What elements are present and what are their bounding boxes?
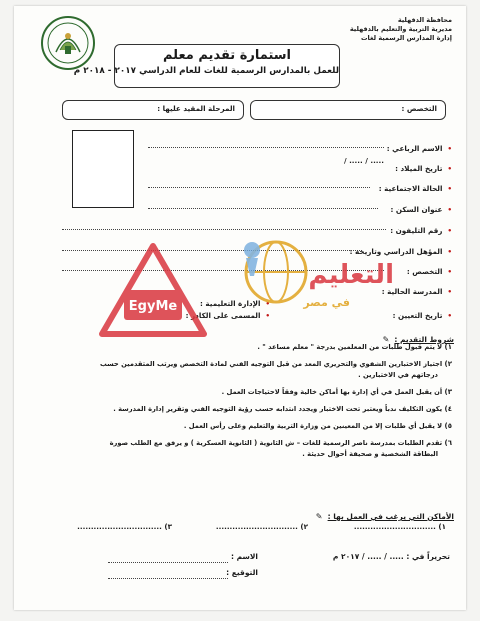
bullet-icon: • bbox=[447, 248, 452, 256]
watermark-logo-text: EgyMe bbox=[128, 299, 178, 314]
bullet-icon: • bbox=[447, 185, 452, 193]
bullet-icon: • bbox=[447, 288, 452, 296]
marital-status-line[interactable] bbox=[148, 187, 370, 188]
field-address: • عنوان السكن : bbox=[390, 205, 452, 214]
field-qualification: • المؤهل الدراسي وتاريخه : bbox=[349, 247, 452, 256]
watermark-brand-sub: في مصر bbox=[303, 296, 350, 309]
conditions-list bbox=[32, 342, 452, 460]
condition-item-cont: البطاقة الشخصية و صحيفة أحوال حديثة . bbox=[302, 450, 438, 458]
title-box bbox=[73, 44, 340, 88]
bullet-icon: • bbox=[265, 312, 270, 320]
field-job-title: • المسمى على الكادر : bbox=[185, 311, 270, 320]
address-line[interactable] bbox=[148, 208, 378, 209]
form-title: استمارة تقديم معلم bbox=[162, 48, 292, 63]
ministry-emblem-icon bbox=[38, 14, 98, 72]
stage-label: المرحلة المقيد عليها : bbox=[157, 104, 235, 113]
bullet-icon: • bbox=[265, 300, 270, 308]
bullet-icon: • bbox=[447, 206, 452, 214]
photo-box[interactable] bbox=[72, 130, 134, 208]
directorate-line: مديرية التربية والتعليم بالدقهلية bbox=[349, 25, 452, 33]
place-2[interactable]: ٢) .............................. bbox=[215, 522, 308, 531]
bullet-icon: • bbox=[447, 268, 452, 276]
conditions-heading: شروط التقديم : ✎ bbox=[382, 335, 454, 344]
form-subtitle: للعمل بالمدارس الرسمية للغات للعام الدراسي ٢٠١٧ - ٢٠١٨ م bbox=[73, 66, 339, 76]
signature-label: التوقيع : bbox=[226, 568, 258, 577]
bullet-icon: • bbox=[447, 165, 452, 173]
full-name-line[interactable] bbox=[148, 147, 384, 148]
place-1[interactable]: ١) .............................. bbox=[353, 522, 446, 531]
bullet-icon: • bbox=[447, 145, 452, 153]
birth-date-value[interactable]: ..... / ..... / bbox=[343, 156, 384, 165]
name-label: الاسم : bbox=[230, 552, 258, 561]
stage-box[interactable] bbox=[62, 100, 244, 120]
name-line[interactable] bbox=[108, 562, 228, 563]
bullet-icon: • bbox=[447, 227, 452, 235]
watermark-logo-icon bbox=[98, 242, 208, 338]
bullet-icon: • bbox=[447, 312, 452, 320]
pencil-icon: ✎ bbox=[315, 512, 323, 521]
specialization-box[interactable] bbox=[250, 100, 446, 120]
field-current-school: • المدرسة الحالية : bbox=[381, 287, 452, 296]
administration-line: إدارة المدارس الرسمية لغات bbox=[360, 34, 452, 42]
specialization-label: التخصص : bbox=[401, 104, 437, 113]
form-page bbox=[14, 6, 466, 610]
field-specialization: • التخصص : bbox=[406, 267, 452, 276]
phone-line[interactable] bbox=[62, 229, 386, 230]
condition-item-cont: درجاتهم في الاختبارين . bbox=[358, 371, 438, 379]
place-3[interactable]: ٣) ............................... bbox=[77, 522, 172, 531]
field-appointment-date: • تاريخ التعيين : bbox=[392, 311, 452, 320]
field-phone: • رقم التليفون : bbox=[390, 226, 452, 235]
field-full-name: • الاسم الرباعي : bbox=[386, 144, 452, 153]
places-heading: الأماكن التي يرغب في العمل بها : ✎ bbox=[315, 512, 454, 521]
date-written[interactable]: تحريراً في : ..... / ..... / ٢٠١٧ م bbox=[332, 552, 450, 561]
governorate-line: محافظة الدقهلية bbox=[397, 16, 452, 24]
pencil-icon: ✎ bbox=[382, 335, 390, 344]
field-birth-date: • تاريخ الميلاد : bbox=[395, 164, 452, 173]
condition-item: ٥) لا يقبل أي طلبات إلا من المعينين من وزارة التربية والتعليم وعلى رأس العمل . bbox=[183, 422, 452, 430]
condition-item: ٤) يكون التكليف ندباً ويعتبر تحت الاختبار ويجدد انتدابه حسب رؤية التوجيه الفني وتقرير إدارة المدرسة . bbox=[113, 405, 452, 413]
field-edu-admin: • الإدارة التعليمية : bbox=[200, 299, 270, 308]
watermark-brand: التعليم bbox=[308, 260, 394, 290]
signature-line[interactable] bbox=[108, 578, 228, 579]
condition-item: ٢) اجتياز الاختبارين الشفوي والتحريري المعد من قبل التوجيه الفني لمادة التخصص ويرتب المتقدمين حسب bbox=[100, 360, 452, 368]
condition-item: ٦) تقدم الطلبات بمدرسة ناصر الرسمية للغات – ش الثانوية ( الثانوية العسكرية ) و يرفق مع الطلب صورة bbox=[109, 439, 452, 447]
condition-item: ١) لا يتم قبول طلبات من المعلمين بدرجة " معلم مساعد " . bbox=[257, 343, 452, 351]
field-marital-status: • الحالة الاجتماعية : bbox=[378, 184, 452, 193]
condition-item: ٣) أن يقبل العمل في أي إدارة بها أماكن خالية وفقاً لاحتياجات العمل . bbox=[221, 388, 452, 396]
